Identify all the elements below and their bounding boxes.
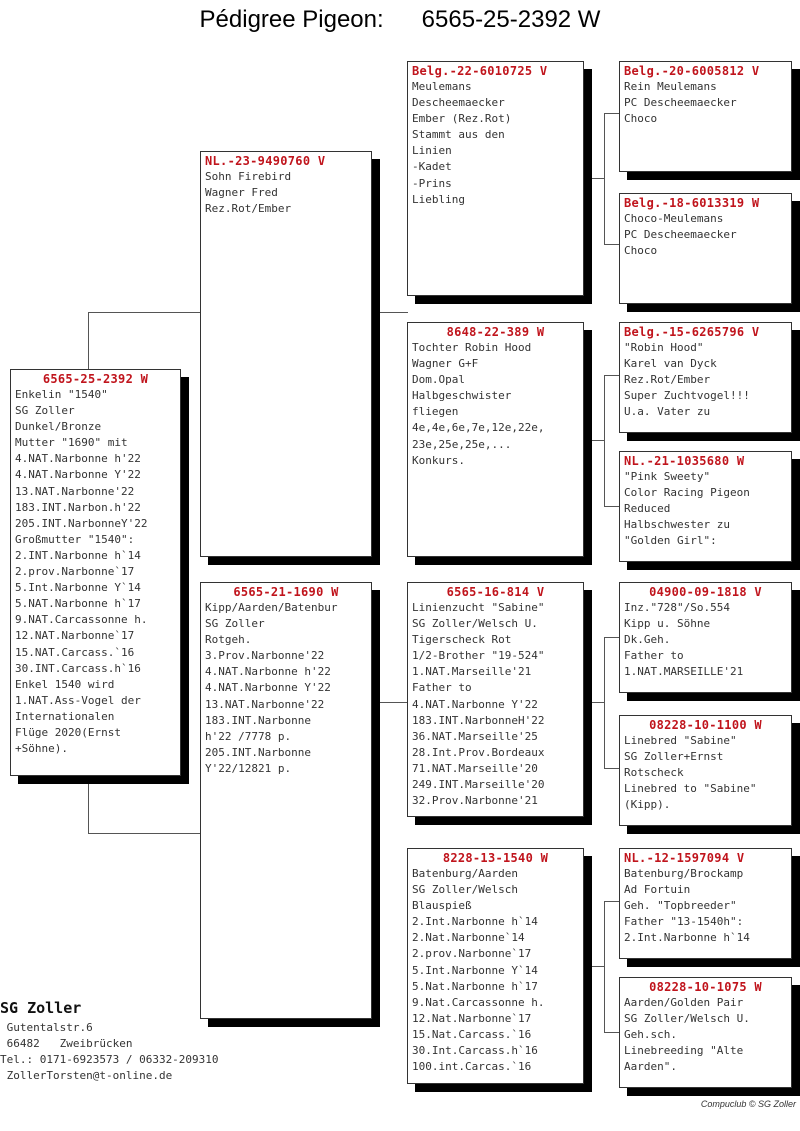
- pedigree-line: 4.NAT.Narbonne Y'22: [15, 468, 141, 482]
- connector: [88, 833, 201, 834]
- pedigree-line: SG Zoller/Welsch U.: [412, 617, 538, 631]
- pedigree-line: Enkel 1540 wird: [15, 677, 115, 691]
- pedigree-line: 13.NAT.Narbonne'22: [205, 697, 325, 711]
- pedigree-line: Linebred to "Sabine": [624, 782, 757, 796]
- pedigree-line: 15.NAT.Carcass.`16: [15, 645, 135, 659]
- pedigree-line: -Kadet: [412, 160, 452, 174]
- pigeon-card-sire-dam: [407, 322, 584, 557]
- pedigree-line: +Söhne).: [15, 742, 68, 756]
- pedigree-line: Konkurs.: [412, 453, 465, 467]
- pedigree-line: 249.INT.Marseille'20: [412, 778, 545, 792]
- pedigree-line: 12.NAT.Narbonne`17: [15, 629, 135, 643]
- pedigree-line: Kipp/Aarden/Batenbur: [205, 601, 338, 614]
- pedigree-line: Geh.sch.: [624, 1028, 677, 1042]
- pedigree-line: SG Zoller/Welsch: [412, 883, 518, 897]
- pedigree-line: Rein Meulemans: [624, 80, 717, 93]
- pedigree-line: Dk.Geh.: [624, 633, 671, 647]
- pedigree-line: Super Zuchtvogel!!!: [624, 389, 750, 403]
- pigeon-card-main: [10, 369, 181, 776]
- connector: [604, 1032, 620, 1033]
- owner-email: ZollerTorsten@t-online.de: [0, 1069, 173, 1082]
- footer-credit: Compuclub © SG Zoller: [700, 1099, 796, 1109]
- pedigree-line: Kipp u. Söhne: [624, 617, 711, 631]
- pedigree-line: -Prins: [412, 176, 452, 190]
- pedigree-line: 183.INT.NarbonneH'22: [412, 713, 545, 727]
- ring-number: 08228-10-1075 W: [649, 980, 762, 994]
- connector: [604, 768, 620, 769]
- pedigree-line: Meulemans: [412, 80, 472, 93]
- pedigree-line: Halbschwester zu: [624, 518, 730, 532]
- pedigree-line: 5.NAT.Narbonne h`17: [15, 597, 141, 611]
- pedigree-line: Linebreeding "Alte: [624, 1044, 744, 1058]
- ring-number: 8228-13-1540 W: [442, 851, 549, 865]
- pigeon-card-sire: [200, 151, 372, 557]
- pedigree-line: fliegen: [412, 405, 459, 419]
- pedigree-line: Geh. "Topbreeder": [624, 899, 737, 913]
- connector: [584, 966, 604, 967]
- ring-number: 8648-22-389 W: [446, 325, 545, 339]
- pedigree-line: Inz."728"/So.554: [624, 601, 730, 614]
- pedigree-line: Descheemaecker: [412, 96, 505, 110]
- pedigree-line: 28.Int.Prov.Bordeaux: [412, 745, 545, 759]
- pedigree-line: Liebling: [412, 192, 465, 206]
- connector: [88, 312, 201, 313]
- pigeon-card-dam: [200, 582, 372, 1019]
- pedigree-line: (Kipp).: [624, 798, 671, 812]
- pedigree-line: 183.INT.Narbon.h'22: [15, 500, 141, 514]
- pedigree-line: Choco: [624, 112, 658, 126]
- pedigree-line: 32.Prov.Narbonne'21: [412, 794, 538, 808]
- pedigree-line: Reduced: [624, 502, 671, 516]
- pedigree-line: Father to: [412, 681, 472, 695]
- connector: [604, 113, 605, 244]
- pedigree-line: 1.NAT.Ass-Vogel der: [15, 693, 141, 707]
- pedigree-line: Dom.Opal: [412, 373, 465, 387]
- pedigree-line: Batenburg/Aarden: [412, 867, 518, 880]
- connector: [584, 440, 604, 441]
- pedigree-line: Wagner G+F: [412, 357, 479, 371]
- pedigree-line: 2.INT.Narbonne h`14: [15, 548, 141, 562]
- pedigree-line: 12.Nat.Narbonne`17: [412, 1011, 532, 1025]
- pedigree-line: Father "13-1540h":: [624, 915, 744, 929]
- pedigree-line: Karel van Dyck: [624, 357, 717, 371]
- pedigree-line: 205.INT.NarbonneY'22: [15, 516, 148, 530]
- connector: [604, 901, 605, 1032]
- ring-number: Belg.-15-6265796 V: [624, 325, 760, 339]
- connector: [584, 702, 604, 703]
- pedigree-line: 71.NAT.Marseille'20: [412, 761, 538, 775]
- pedigree-line: 30.Int.Carcass.h`16: [412, 1044, 538, 1058]
- title-label: Pédigree Pigeon:: [199, 6, 384, 33]
- pedigree-line: 1.NAT.MARSEILLE'21: [624, 665, 744, 679]
- ring-number: NL.-12-1597094 V: [624, 851, 745, 865]
- connector: [372, 312, 408, 313]
- ring-number: 04900-09-1818 V: [649, 585, 762, 599]
- pedigree-line: 5.Int.Narbonne Y`14: [412, 963, 538, 977]
- ring-number: Belg.-22-6010725 V: [412, 64, 548, 78]
- pedigree-line: Rez.Rot/Ember: [624, 373, 711, 387]
- pedigree-line: Linienzucht "Sabine": [412, 601, 545, 614]
- pedigree-line: SG Zoller: [205, 617, 265, 631]
- ring-number: 6565-21-1690 W: [233, 585, 339, 599]
- pedigree-line: 2.Nat.Narbonne`14: [412, 931, 525, 945]
- pedigree-line: Stammt aus den: [412, 128, 505, 142]
- pedigree-line: 36.NAT.Marseille'25: [412, 729, 538, 743]
- pedigree-line: 2.prov.Narbonne`17: [15, 565, 135, 579]
- pedigree-line: Choco-Meulemans: [624, 212, 724, 225]
- pedigree-line: Choco: [624, 244, 658, 258]
- pigeon-card-dss: [619, 582, 792, 693]
- connector: [604, 637, 620, 638]
- pedigree-line: 1/2-Brother "19-524": [412, 649, 545, 663]
- pedigree-line: Flüge 2020(Ernst: [15, 725, 121, 739]
- pedigree-line: 2.prov.Narbonne`17: [412, 947, 532, 961]
- ring-number: 6565-25-2392 W: [42, 372, 149, 386]
- owner-street: Gutentalstr.6: [0, 1021, 93, 1034]
- pedigree-line: 4.NAT.Narbonne h'22: [205, 665, 331, 679]
- pedigree-line: Mutter "1690" mit: [15, 436, 128, 450]
- pedigree-line: "Pink Sweety": [624, 470, 711, 483]
- pedigree-line: 23e,25e,25e,...: [412, 437, 512, 451]
- pedigree-line: Dunkel/Bronze: [15, 420, 102, 434]
- pedigree-line: Linebred "Sabine": [624, 734, 737, 747]
- owner-phone: Tel.: 0171-6923573 / 06332-209310: [0, 1053, 219, 1066]
- pedigree-line: SG Zoller/Welsch U.: [624, 1012, 750, 1026]
- pigeon-card-dam-sire: [407, 582, 584, 817]
- pedigree-line: Großmutter "1540":: [15, 532, 135, 546]
- pedigree-line: 4.NAT.Narbonne Y'22: [412, 697, 538, 711]
- pigeon-card-sss: [619, 61, 792, 172]
- ring-number: 6565-16-814 V: [446, 585, 545, 599]
- ring-number: NL.-21-1035680 W: [624, 454, 745, 468]
- pedigree-line: Aarden/Golden Pair: [624, 996, 744, 1009]
- pedigree-line: SG Zoller: [15, 404, 75, 418]
- pedigree-line: Ad Fortuin: [624, 883, 691, 897]
- pedigree-line: U.a. Vater zu: [624, 405, 711, 419]
- pedigree-line: 2.Int.Narbonne h`14: [412, 915, 538, 929]
- pedigree-line: 30.INT.Carcass.h`16: [15, 661, 141, 675]
- pigeon-card-sds: [619, 322, 792, 433]
- connector: [584, 178, 604, 179]
- owner-block: [0, 998, 219, 1084]
- pedigree-line: "Golden Girl":: [624, 534, 717, 548]
- pedigree-line: Aarden".: [624, 1060, 677, 1074]
- owner-city: 66482 Zweibrücken: [0, 1037, 133, 1050]
- pedigree-line: Ember (Rez.Rot): [412, 112, 512, 126]
- pigeon-card-ssd: [619, 193, 792, 304]
- connector: [604, 901, 620, 902]
- page-title: [0, 6, 800, 34]
- owner-name: SG Zoller: [0, 999, 82, 1017]
- pedigree-line: Linien: [412, 144, 452, 158]
- pedigree-line: Internationalen: [15, 709, 115, 723]
- connector: [88, 312, 89, 370]
- pedigree-line: Wagner Fred: [205, 186, 278, 200]
- ring-number: Belg.-20-6005812 V: [624, 64, 760, 78]
- pigeon-card-dam-dam: [407, 848, 584, 1084]
- title-ring: 6565-25-2392 W: [421, 6, 601, 33]
- ring-number: Belg.-18-6013319 W: [624, 196, 760, 210]
- pedigree-line: Color Racing Pigeon: [624, 486, 750, 500]
- pedigree-line: 13.NAT.Narbonne'22: [15, 484, 135, 498]
- pigeon-card-sdd: [619, 451, 792, 562]
- connector: [604, 637, 605, 768]
- pedigree-line: 183.INT.Narbonne: [205, 713, 311, 727]
- pedigree-line: 100.int.Carcas.`16: [412, 1060, 532, 1074]
- pedigree-line: Batenburg/Brockamp: [624, 867, 744, 880]
- pedigree-line: SG Zoller+Ernst: [624, 750, 724, 764]
- pedigree-line: PC Descheemaecker: [624, 96, 737, 110]
- pedigree-line: 2.Int.Narbonne h`14: [624, 931, 750, 945]
- pedigree-line: 1.NAT.Marseille'21: [412, 665, 532, 679]
- pedigree-line: 9.NAT.Carcassonne h.: [15, 613, 148, 627]
- pigeon-card-sire-sire: [407, 61, 584, 296]
- pedigree-line: Halbgeschwister: [412, 389, 512, 403]
- pigeon-card-ddd: [619, 977, 792, 1088]
- connector: [604, 244, 620, 245]
- connector: [88, 776, 89, 834]
- pedigree-line: Blauspieß: [412, 899, 472, 913]
- pedigree-line: Y'22/12821 p.: [205, 761, 292, 775]
- pedigree-line: 205.INT.Narbonne: [205, 745, 311, 759]
- pedigree-line: Enkelin "1540": [15, 388, 108, 401]
- pedigree-line: 9.Nat.Carcassonne h.: [412, 995, 545, 1009]
- pedigree-line: 4.NAT.Narbonne Y'22: [205, 681, 331, 695]
- pedigree-line: 5.Int.Narbonne Y`14: [15, 581, 141, 595]
- ring-number: NL.-23-9490760 V: [205, 154, 326, 168]
- pedigree-line: 4.NAT.Narbonne h'22: [15, 452, 141, 466]
- pedigree-line: 4e,4e,6e,7e,12e,22e,: [412, 421, 545, 435]
- pedigree-line: 5.Nat.Narbonne h`17: [412, 979, 538, 993]
- pedigree-line: "Robin Hood": [624, 341, 704, 354]
- pedigree-line: Tigerscheck Rot: [412, 633, 512, 647]
- pedigree-line: 3.Prov.Narbonne'22: [205, 649, 325, 663]
- pedigree-line: PC Descheemaecker: [624, 228, 737, 242]
- pedigree-line: h'22 /7778 p.: [205, 729, 292, 743]
- connector: [604, 113, 620, 114]
- pedigree-line: Rotscheck: [624, 766, 684, 780]
- pigeon-card-dsd: [619, 715, 792, 826]
- pedigree-line: Sohn Firebird: [205, 170, 292, 183]
- connector: [604, 506, 620, 507]
- connector: [604, 375, 605, 506]
- pigeon-card-dds: [619, 848, 792, 959]
- pedigree-line: Rotgeh.: [205, 633, 252, 647]
- pedigree-line: Rez.Rot/Ember: [205, 202, 292, 216]
- pedigree-line: Tochter Robin Hood: [412, 341, 532, 354]
- connector: [604, 375, 620, 376]
- pedigree-line: Father to: [624, 649, 684, 663]
- pedigree-line: 15.Nat.Carcass.`16: [412, 1027, 532, 1041]
- connector: [372, 702, 408, 703]
- ring-number: 08228-10-1100 W: [649, 718, 762, 732]
